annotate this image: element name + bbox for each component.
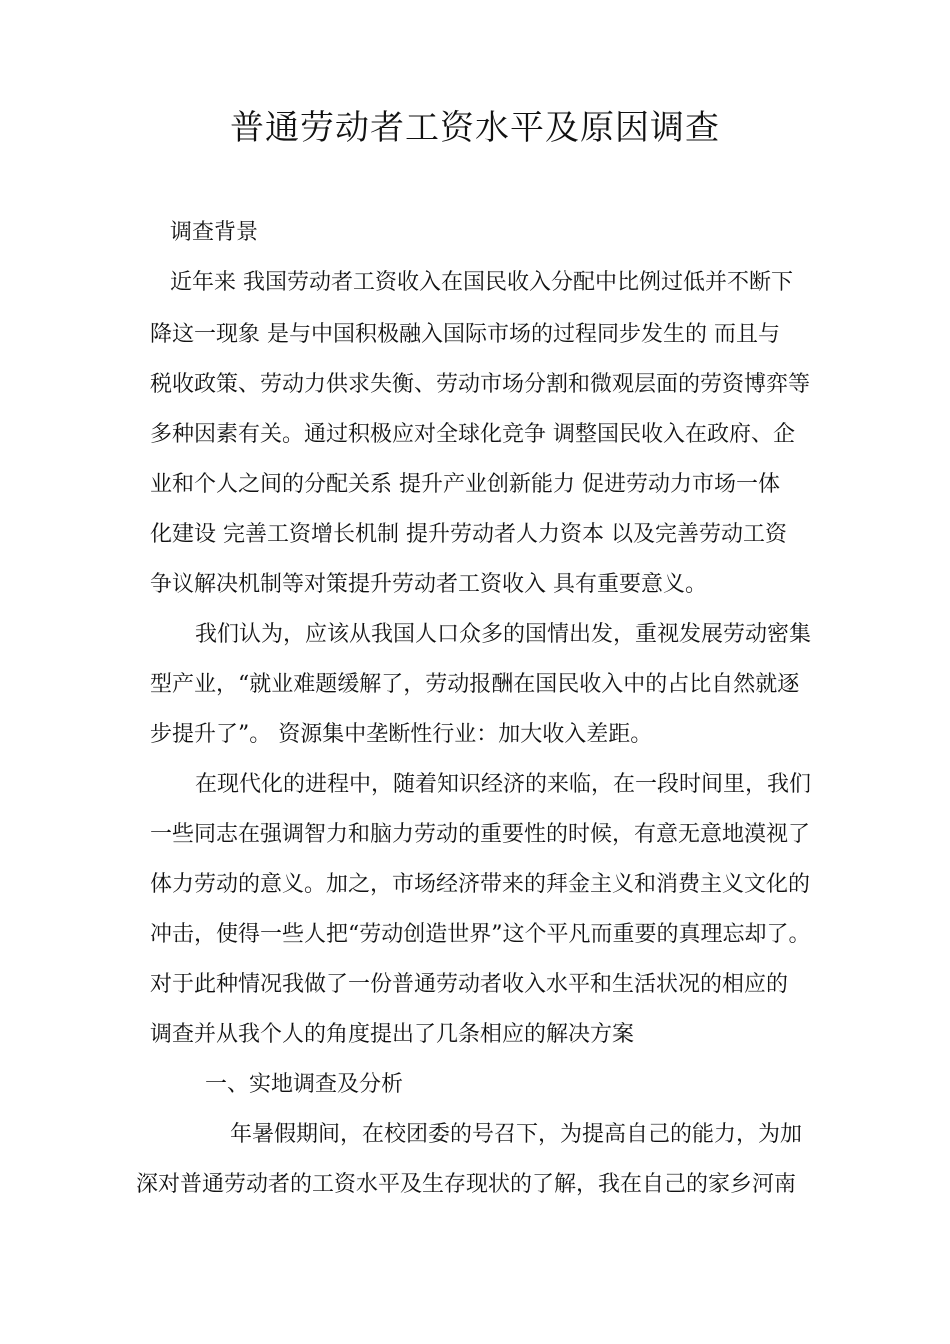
paragraph-3-line-1: 在现代化的进程中，随着知识经济的来临，在一段时间里，我们 xyxy=(195,772,812,797)
paragraph-3-line-3: 体力劳动的意义。加之，市场经济带来的拜金主义和消费主义文化的 xyxy=(150,872,811,897)
paragraph-4-line-2: 深对普通劳动者的工资水平及生存现状的了解，我在自己的家乡河南 xyxy=(136,1172,797,1197)
paragraph-3-line-5: 对于此种情况我做了一份普通劳动者收入水平和生活状况的相应的 xyxy=(150,972,789,997)
paragraph-3-line-2: 一些同志在强调智力和脑力劳动的重要性的时候，有意无意地漠视了 xyxy=(150,822,811,847)
section-heading-field-survey: 一、实地调查及分析 xyxy=(205,1072,404,1097)
paragraph-4-line-1: 年暑假期间，在校团委的号召下，为提高自己的能力，为加 xyxy=(230,1122,803,1147)
document-title: 普通劳动者工资水平及原因调查 xyxy=(230,108,720,148)
paragraph-1-line-2: 降这一现象 是与中国积极融入国际市场的过程同步发生的 而且与 xyxy=(150,322,780,347)
paragraph-2-line-1: 我们认为，应该从我国人口众多的国情出发，重视发展劳动密集 xyxy=(195,622,812,647)
paragraph-3-line-6: 调查并从我个人的角度提出了几条相应的解决方案 xyxy=(150,1022,635,1047)
paragraph-1-line-4: 多种因素有关。通过积极应对全球化竞争 调整国民收入在政府、企 xyxy=(150,422,795,447)
paragraph-2-line-2: 型产业，“就业难题缓解了，劳动报酬在国民收入中的占比自然就逐 xyxy=(150,672,800,697)
paragraph-1-line-5: 业和个人之间的分配关系 提升产业创新能力 促进劳动力市场一体 xyxy=(150,472,780,497)
paragraph-1-line-3: 税收政策、劳动力供求失衡、劳动市场分割和微观层面的劳资博弈等 xyxy=(150,372,811,397)
paragraph-1-line-1: 近年来 我国劳动者工资收入在国民收入分配中比例过低并不断下 xyxy=(170,270,793,295)
paragraph-1-line-7: 争议解决机制等对策提升劳动者工资收入 具有重要意义。 xyxy=(150,572,707,597)
paragraph-3-line-4: 冲击，使得一些人把“劳动创造世界”这个平凡而重要的真理忘却了。 xyxy=(150,922,811,947)
paragraph-2-line-3: 步提升了”。 资源集中垄断性行业：加大收入差距。 xyxy=(150,722,653,747)
section-heading-background: 调查背景 xyxy=(170,220,259,245)
paragraph-1-line-6: 化建设 完善工资增长机制 提升劳动者人力资本 以及完善劳动工资 xyxy=(150,522,787,547)
